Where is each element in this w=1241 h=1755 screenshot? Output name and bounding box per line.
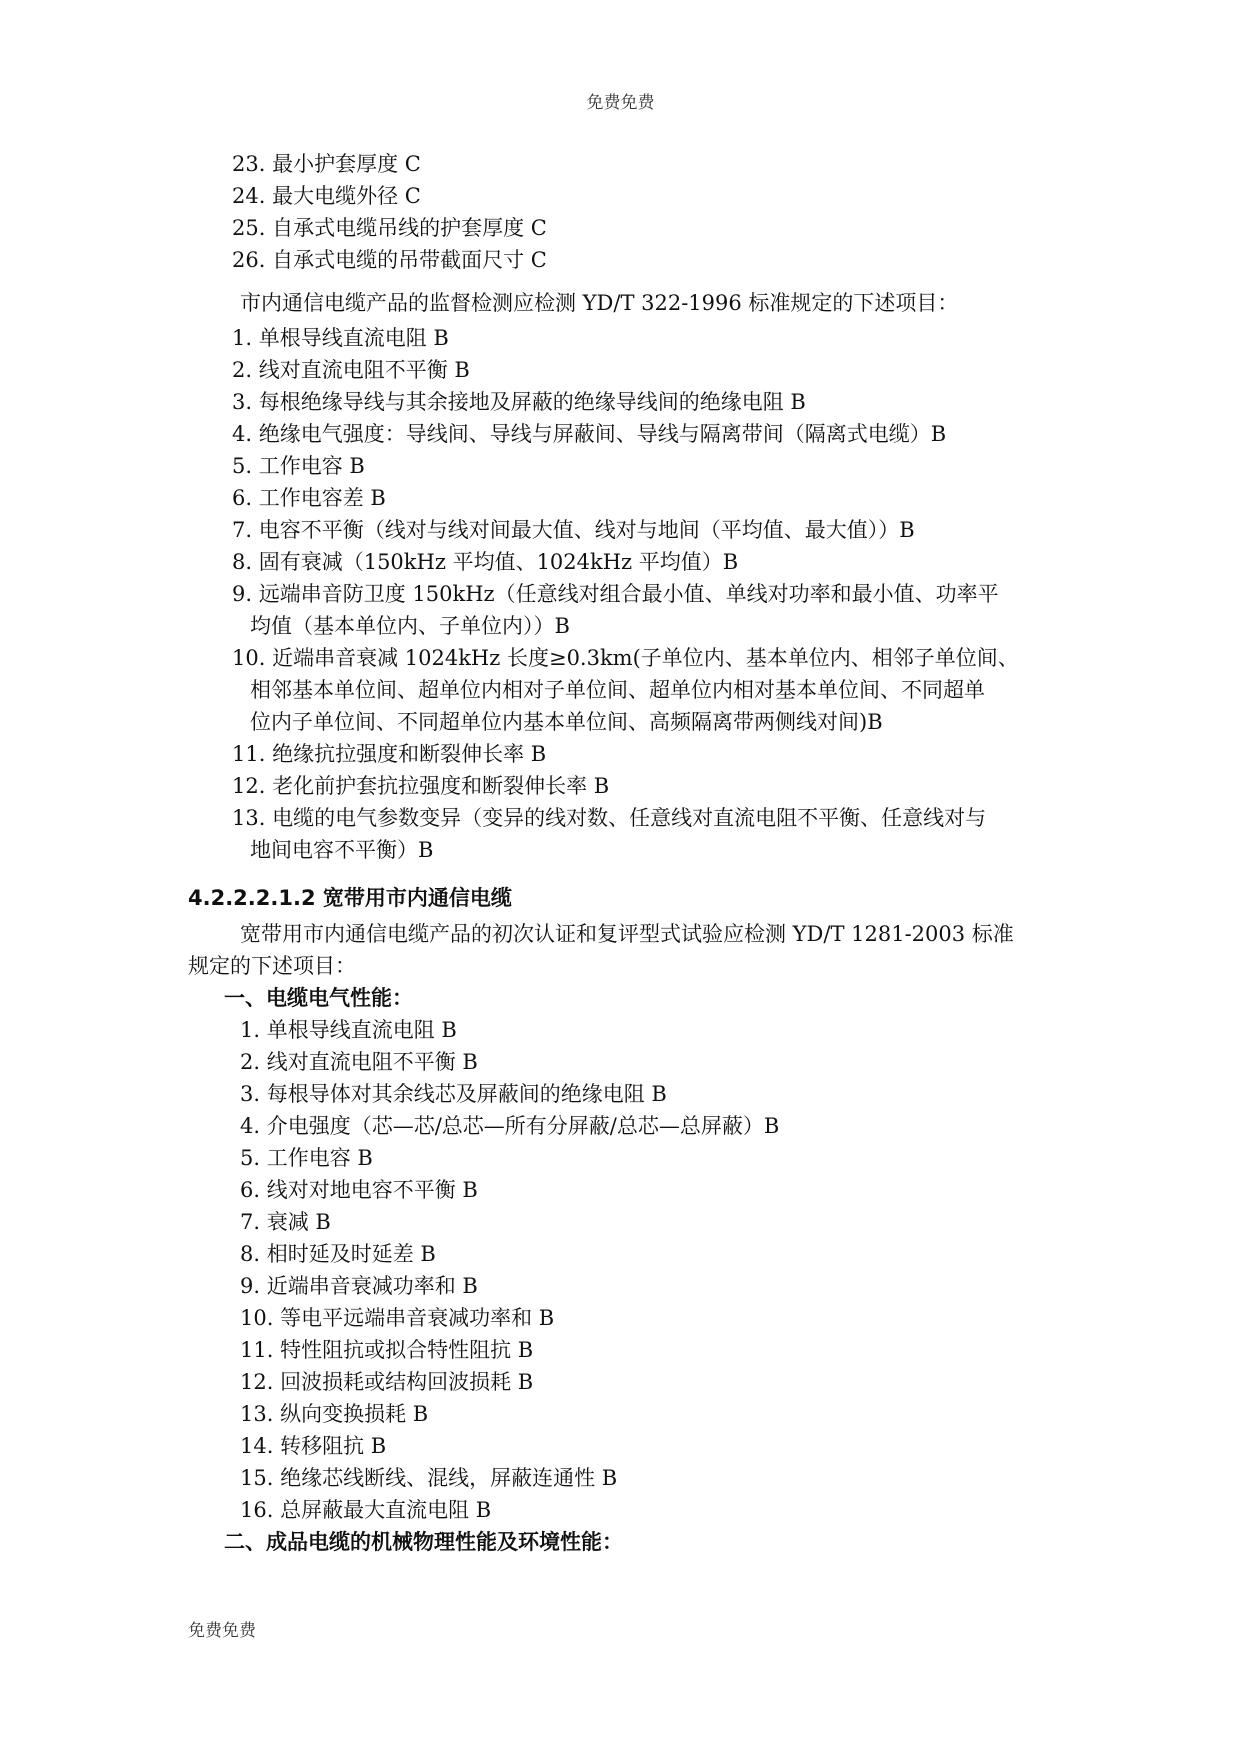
- list-item: 2. 线对直流电阻不平衡 B: [240, 1050, 478, 1074]
- list-item: 15. 绝缘芯线断线、混线，屏蔽连通性 B: [240, 1466, 618, 1490]
- list-item: 5. 工作电容 B: [240, 1146, 373, 1170]
- list-item: 24. 最大电缆外径 C: [232, 184, 421, 208]
- list-item: 11. 绝缘抗拉强度和断裂伸长率 B: [232, 742, 547, 766]
- list-item-continuation: 相邻基本单位间、超单位内相对子单位间、超单位内相对基本单位间、不同超单: [250, 678, 985, 702]
- list-item: 7. 衰减 B: [240, 1210, 331, 1234]
- list-item: 16. 总屏蔽最大直流电阻 B: [240, 1498, 492, 1522]
- list-item: 7. 电容不平衡（线对与线对间最大值、线对与地间（平均值、最大值））B: [232, 518, 915, 542]
- list-supervision-items: [0, 322, 1241, 866]
- list-item: 1. 单根导线直流电阻 B: [232, 326, 449, 350]
- paragraph-line: 规定的下述项目：: [188, 954, 356, 978]
- page-footer: 免费免费: [188, 1621, 256, 1641]
- list-item: 3. 每根导体对其余线芯及屏蔽间的绝缘电阻 B: [240, 1082, 667, 1106]
- list-item: 4. 介电强度（芯—芯/总芯—所有分屏蔽/总芯—总屏蔽）B: [240, 1114, 780, 1138]
- list-item: 1. 单根导线直流电阻 B: [240, 1018, 457, 1042]
- list-item: 14. 转移阻抗 B: [240, 1434, 387, 1458]
- list-item-continuation: 均值（基本单位内、子单位内））B: [250, 614, 570, 638]
- document-body: [0, 148, 1241, 1558]
- list-item: 6. 线对对地电容不平衡 B: [240, 1178, 478, 1202]
- list-item: 10. 近端串音衰减 1024kHz 长度≥0.3km(子单位内、基本单位内、相邻子单位间、: [232, 646, 1019, 670]
- list-item: 12. 回波损耗或结构回波损耗 B: [240, 1370, 534, 1394]
- list-item: 13. 电缆的电气参数变异（变异的线对数、任意线对直流电阻不平衡、任意线对与: [232, 806, 987, 830]
- paragraph-supervision: 市内通信电缆产品的监督检测应检测 YD/T 322-1996 标准规定的下述项目：: [240, 291, 959, 315]
- list-item: 9. 近端串音衰减功率和 B: [240, 1274, 478, 1298]
- paragraph-line: 宽带用市内通信电缆产品的初次认证和复评型式试验应检测 YD/T 1281-2003 标准: [240, 922, 1014, 946]
- list-item: 9. 远端串音防卫度 150kHz（任意线对组合最小值、单线对功率和最小值、功率平: [232, 582, 999, 606]
- list-item: 10. 等电平远端串音衰减功率和 B: [240, 1306, 555, 1330]
- list-electrical-items: [0, 1014, 1241, 1526]
- list-item-continuation: 位内子单位间、不同超单位内基本单位间、高频隔离带两侧线对间)B: [250, 710, 883, 734]
- section-heading: 4.2.2.2.1.2 宽带用市内通信电缆: [188, 886, 512, 910]
- list-item: 6. 工作电容差 B: [232, 486, 386, 510]
- paragraph-broadband: [0, 918, 1241, 982]
- page-header: 免费免费: [586, 93, 655, 113]
- list-item-continuation: 地间电容不平衡）B: [250, 838, 434, 862]
- list-item: 5. 工作电容 B: [232, 454, 365, 478]
- list-item: 12. 老化前护套抗拉强度和断裂伸长率 B: [232, 774, 610, 798]
- list-item: 2. 线对直流电阻不平衡 B: [232, 358, 470, 382]
- list-item: 13. 纵向变换损耗 B: [240, 1402, 429, 1426]
- list-cable-dimensions: [0, 148, 1241, 276]
- list-item: 23. 最小护套厚度 C: [232, 152, 421, 176]
- list-item: 3. 每根绝缘导线与其余接地及屏蔽的绝缘导线间的绝缘电阻 B: [232, 390, 806, 414]
- list-item: 25. 自承式电缆吊线的护套厚度 C: [232, 216, 547, 240]
- list-item: 8. 相时延及时延差 B: [240, 1242, 436, 1266]
- subsection-title-mechanical: 二、成品电缆的机械物理性能及环境性能：: [224, 1530, 623, 1554]
- list-item: 26. 自承式电缆的吊带截面尺寸 C: [232, 248, 547, 272]
- list-item: 8. 固有衰减（150kHz 平均值、1024kHz 平均值）B: [232, 550, 739, 574]
- subsection-title-electrical: 一、电缆电气性能：: [224, 986, 413, 1010]
- list-item: 4. 绝缘电气强度：导线间、导线与屏蔽间、导线与隔离带间（隔离式电缆）B: [232, 422, 947, 446]
- list-item: 11. 特性阻抗或拟合特性阻抗 B: [240, 1338, 534, 1362]
